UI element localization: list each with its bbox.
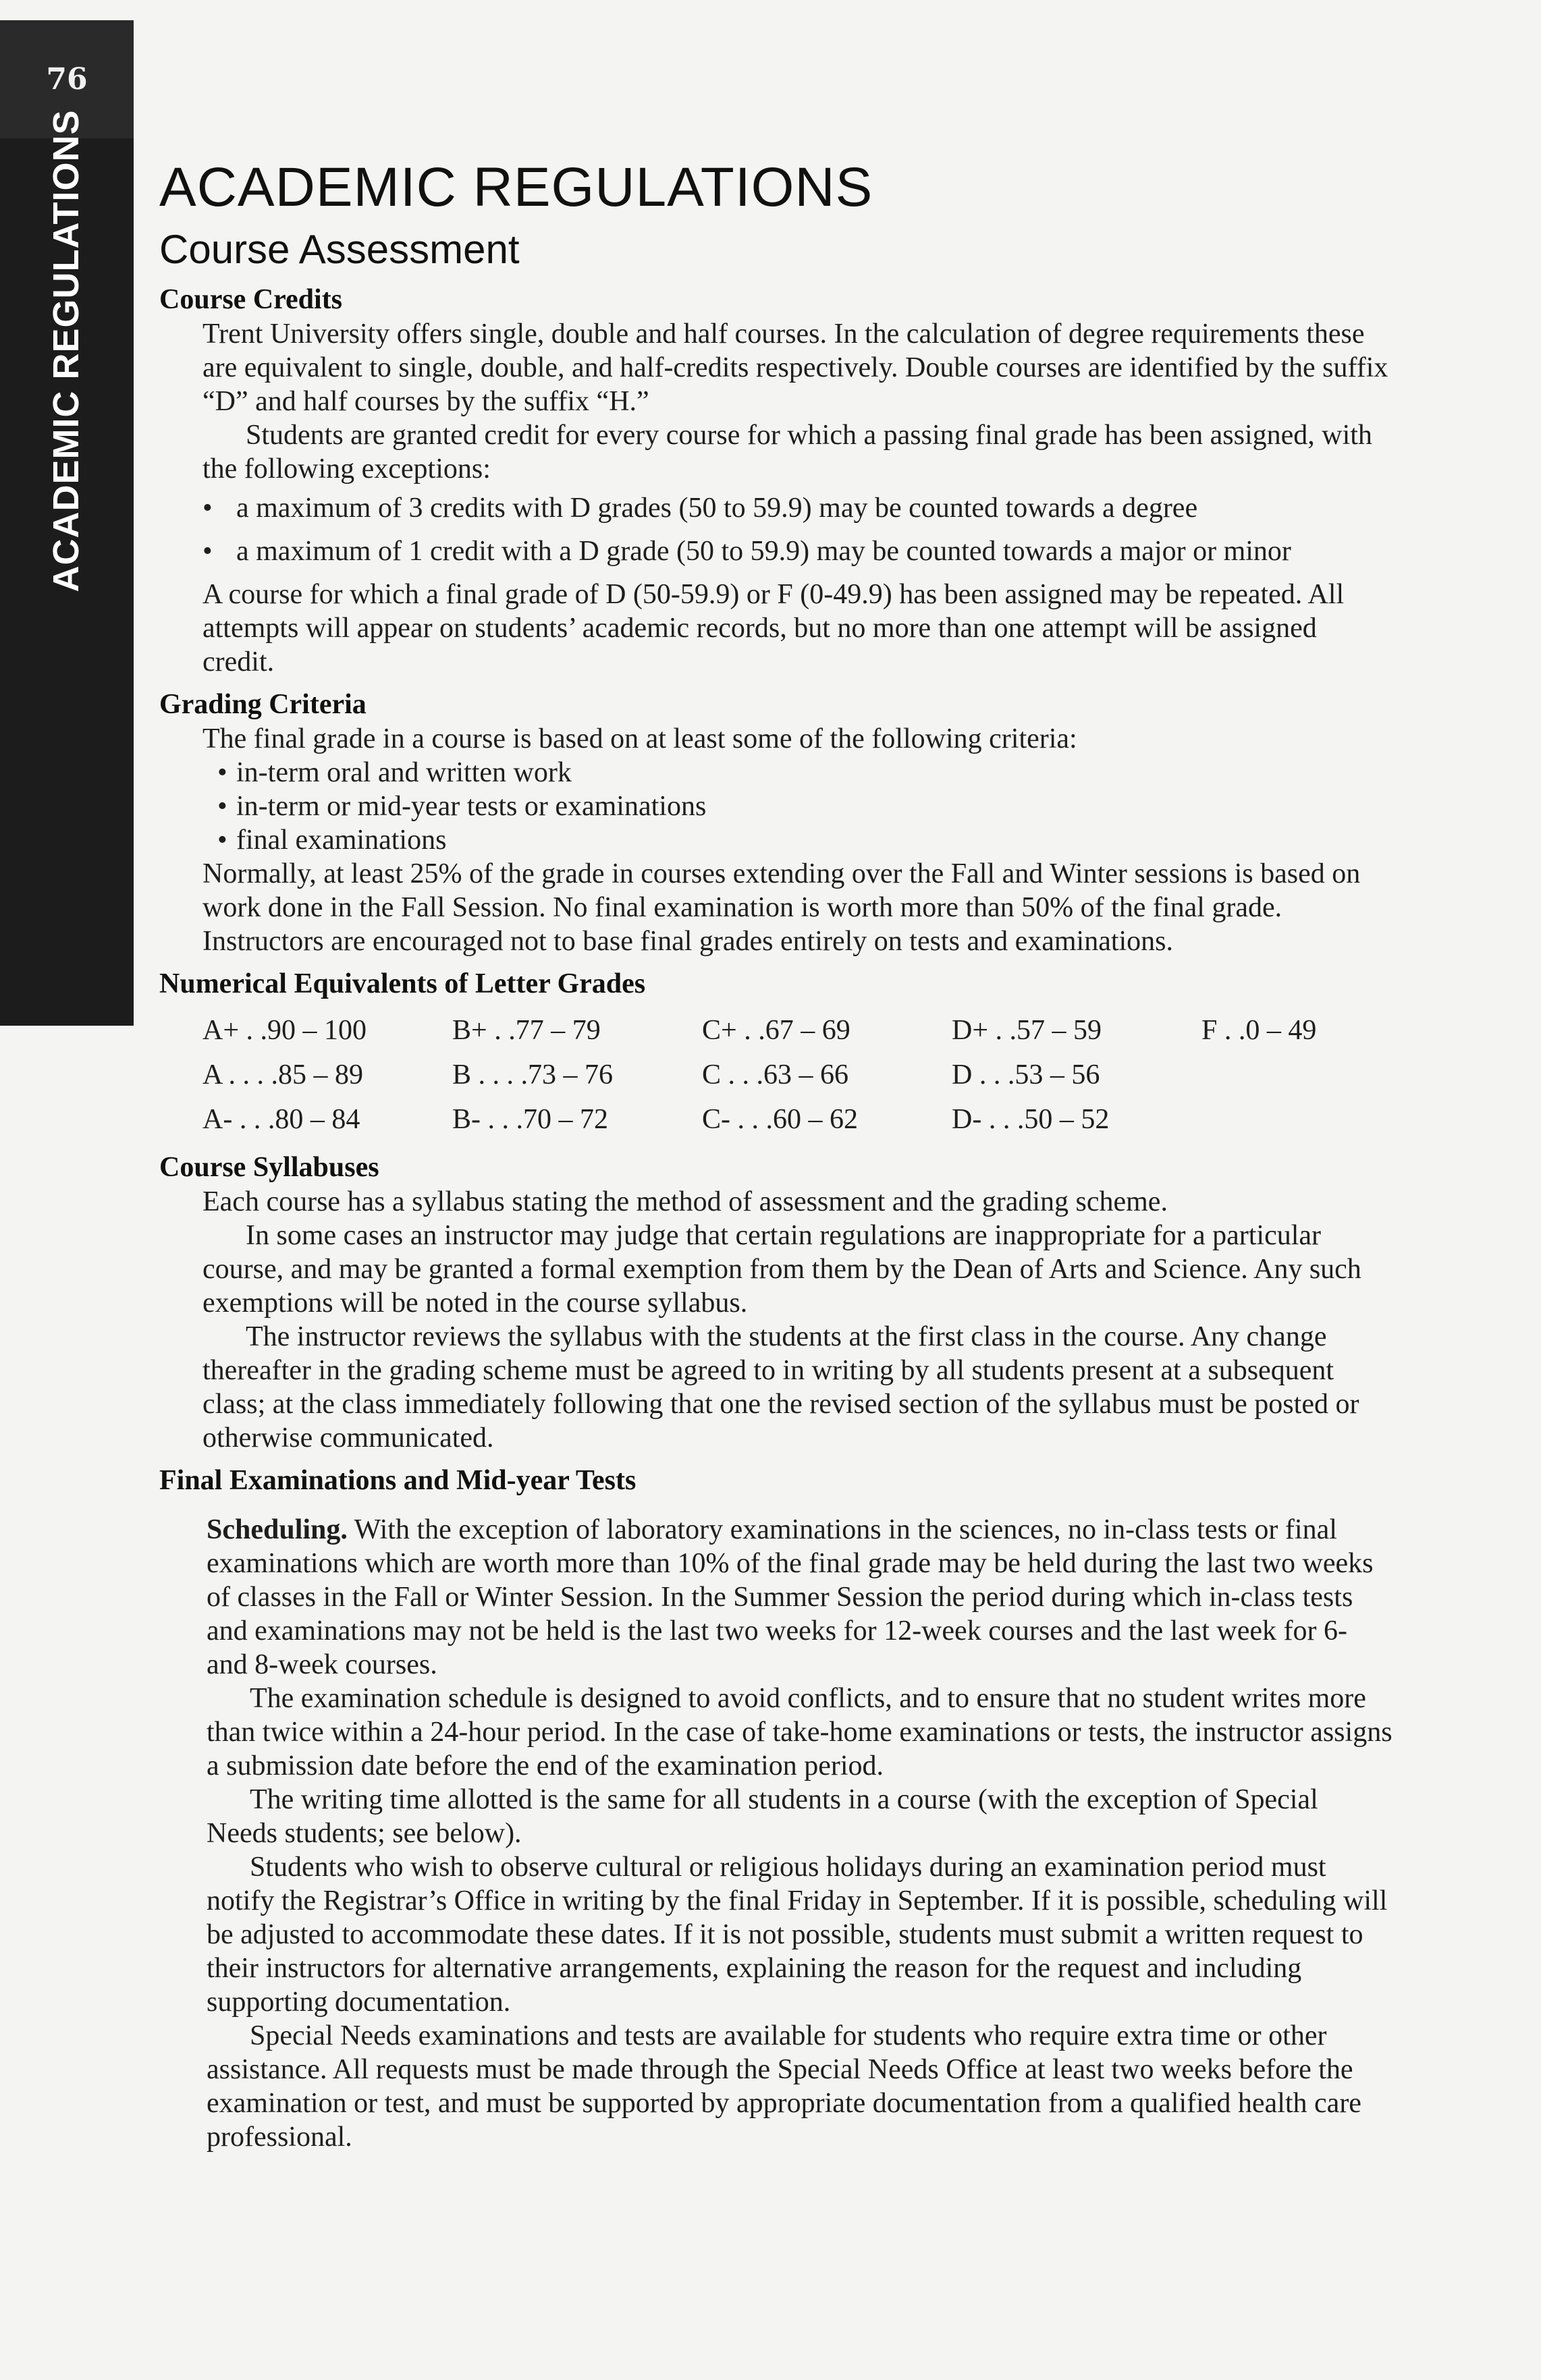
table-row bbox=[202, 1097, 1377, 1142]
table-cell: B . . . .73 – 76 bbox=[452, 1059, 614, 1090]
page-content bbox=[159, 155, 1395, 2154]
table-cell: B- . . .70 – 72 bbox=[452, 1104, 608, 1135]
credit-exceptions-list bbox=[202, 491, 1395, 568]
scheduling-lead: Scheduling. bbox=[207, 1514, 348, 1545]
table-cell: B+ . .77 – 79 bbox=[452, 1015, 601, 1046]
table-cell: F . .0 – 49 bbox=[1201, 1015, 1317, 1046]
scheduling-text: With the exception of laboratory examinations in the sciences, no in-class tests or final examinations which are worth more than 10% of the final grade may be held during the last two weeks of classes in the Fall or Winter Session. In the Summer Session the period during which in-class tests and examinations may not be held is the last two weeks for 12-week courses and the last week for 6- and 8-week courses. bbox=[207, 1514, 1374, 1680]
table-cell bbox=[1201, 1053, 1377, 1097]
scheduling-paragraph bbox=[207, 1513, 1395, 1682]
table-cell: A+ . .90 – 100 bbox=[202, 1015, 367, 1046]
final-exams-heading: Final Examinations and Mid-year Tests bbox=[159, 1465, 637, 1496]
final-exams-paragraph-4: Students who wish to observe cultural or religious holidays during an examination period must notify the Registrar’s Office in writing by the final Friday in September. If it is possible, scheduling will be adjusted to accommodate these dates. If it is not possible, students must submit a written request to their instructors for alternative arrangements, explaining the reason for the request and including supporting documentation. bbox=[207, 1852, 1388, 2018]
grading-criteria-body bbox=[159, 722, 1395, 958]
course-syllabuses-heading: Course Syllabuses bbox=[159, 1152, 379, 1183]
table-row bbox=[202, 1008, 1377, 1053]
table-cell: A- . . .80 – 84 bbox=[202, 1104, 360, 1135]
final-exams-body bbox=[159, 1513, 1395, 2154]
course-syllabuses-paragraph-3: The instructor reviews the syllabus with the students at the first class in the course. Any change thereafter in the grading scheme must be agreed to in writing by all students present at a subsequent class; at the class immediately following that one the revised section of the syllabus must be posted or otherwise communicated. bbox=[202, 1321, 1359, 1454]
list-item: • a maximum of 3 credits with D grades (50 to 59.9) may be counted towards a degree bbox=[202, 491, 1395, 525]
table-cell: C- . . .60 – 62 bbox=[702, 1104, 858, 1135]
course-syllabuses-paragraph-1: Each course has a syllabus stating the method of assessment and the grading scheme. bbox=[202, 1186, 1168, 1217]
course-syllabuses-paragraph-2: In some cases an instructor may judge that certain regulations are inappropriate for a particular course, and may be granted a formal exemption from them by the Dean of Arts and Science. Any such exemptions will be noted in the course syllabus. bbox=[202, 1220, 1361, 1319]
course-credits-paragraph-2: Students are granted credit for every course for which a passing final grade has been assigned, with the following exceptions: bbox=[202, 420, 1372, 485]
table-row bbox=[202, 1053, 1377, 1097]
grade-equivalents-table bbox=[202, 1008, 1377, 1142]
list-item: • in-term or mid-year tests or examinations bbox=[217, 790, 1395, 823]
page-number: 76 bbox=[46, 62, 88, 96]
table-cell bbox=[1201, 1097, 1377, 1142]
table-cell: D+ . .57 – 59 bbox=[952, 1015, 1102, 1046]
course-credits-paragraph-1: Trent University offers single, double and half courses. In the calculation of degree requirements these are equivalent to single, double, and half-credits respectively. Double courses are identified by the suffix “D” and half courses by the suffix “H.” bbox=[202, 319, 1388, 417]
course-credits-paragraph-3: A course for which a final grade of D (50-59.9) or F (0-49.9) has been assigned may be repeated. All attempts will appear on students’ academic records, but no more than one attempt will be assigned credit. bbox=[202, 579, 1345, 677]
table-cell: C+ . .67 – 69 bbox=[702, 1015, 850, 1046]
table-cell: D- . . .50 – 52 bbox=[952, 1104, 1110, 1135]
table-cell: A . . . .85 – 89 bbox=[202, 1059, 364, 1090]
course-credits-body bbox=[159, 317, 1395, 679]
course-syllabuses-body bbox=[159, 1185, 1395, 1455]
list-item: • a maximum of 1 credit with a D grade (50 to 59.9) may be counted towards a major or minor bbox=[202, 534, 1395, 568]
table-cell: C . . .63 – 66 bbox=[702, 1059, 849, 1090]
grading-criteria-intro: The final grade in a course is based on at least some of the following criteria: bbox=[202, 723, 1077, 754]
numerical-equivalents-body bbox=[159, 1008, 1395, 1142]
course-credits-heading: Course Credits bbox=[159, 284, 343, 315]
grading-criteria-paragraph: Normally, at least 25% of the grade in courses extending over the Fall and Winter sessions is based on work done in the Fall Session. No final examination is worth more than 50% of the final grade. Instructors are encouraged not to base final grades entirely on tests and examinations. bbox=[202, 858, 1361, 957]
final-exams-paragraph-2: The examination schedule is designed to avoid conflicts, and to ensure that no student writes more than twice within a 24-hour period. In the case of take-home examinations or tests, the instructor assigns a submission date before the end of the examination period. bbox=[207, 1683, 1393, 1781]
table-cell: D . . .53 – 56 bbox=[952, 1059, 1100, 1090]
final-exams-paragraph-5: Special Needs examinations and tests are available for students who require extra time or other assistance. All requests must be made through the Special Needs Office at least two weeks before the examination or test, and must be supported by appropriate documentation from a qualified health care professional. bbox=[207, 2020, 1361, 2153]
section-title: Course Assessment bbox=[159, 227, 520, 272]
list-item: • final examinations bbox=[217, 823, 1395, 857]
grading-criteria-heading: Grading Criteria bbox=[159, 689, 367, 720]
list-item: • in-term oral and written work bbox=[217, 756, 1395, 790]
numerical-equivalents-heading: Numerical Equivalents of Letter Grades bbox=[159, 968, 646, 999]
page-title: ACADEMIC REGULATIONS bbox=[159, 157, 873, 218]
grading-criteria-list bbox=[202, 756, 1395, 857]
final-exams-paragraph-3: The writing time allotted is the same for all students in a course (with the exception of Special Needs students; see below). bbox=[207, 1784, 1318, 1849]
side-section-label: ACADEMIC REGULATIONS bbox=[46, 109, 86, 592]
